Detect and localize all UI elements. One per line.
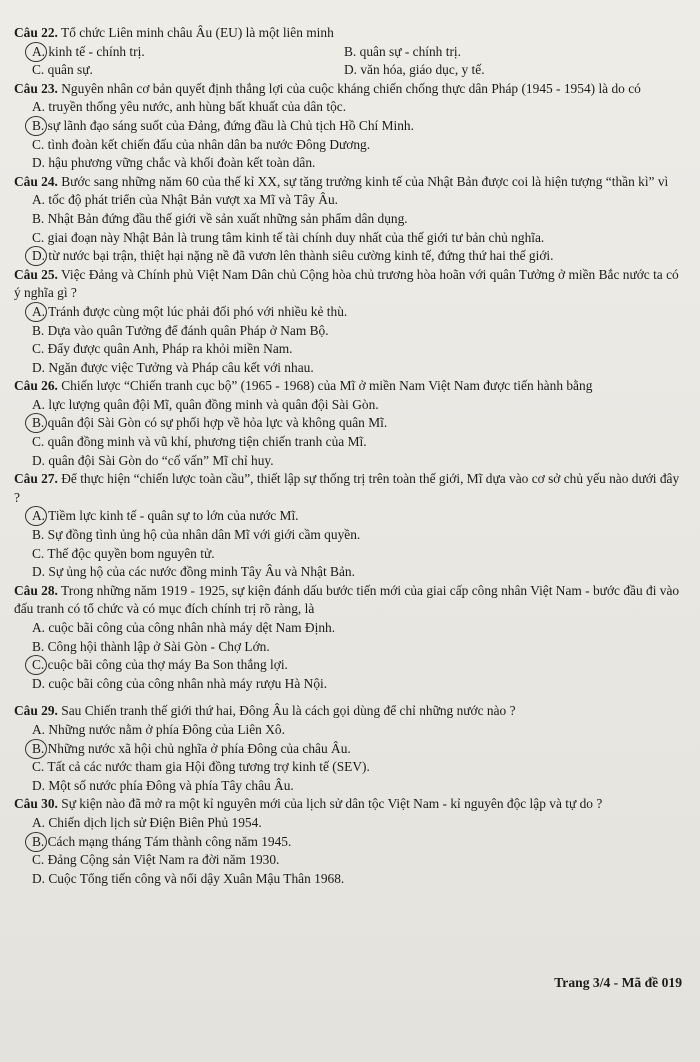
- question-stem: [14, 377, 682, 396]
- question-27: [14, 470, 682, 582]
- option-c: C. Đẩy được quân Anh, Pháp ra khỏi miền Nam.: [32, 341, 293, 357]
- option-d: D. Một số nước phía Đông và phía Tây châu Âu.: [32, 777, 294, 793]
- question-stem: [14, 266, 682, 303]
- option-b: B. Công hội thành lập ở Sài Gòn - Chợ Lớn.: [32, 638, 270, 654]
- option-b: B. quân sự - chính trị.: [344, 43, 461, 59]
- option-c: C. Tất cả các nước tham gia Hội đồng tương trợ kinh tế (SEV).: [32, 759, 370, 775]
- question-stem: [14, 702, 682, 721]
- question-number: Câu 25.: [14, 266, 58, 282]
- question-text: Nguyên nhân cơ bản quyết định thắng lợi của cuộc kháng chiến chống thực dân Pháp (1945 - 1954) là do có: [57, 80, 641, 96]
- question-stem: [14, 582, 682, 619]
- option-d: D. Ngăn được việc Tưởng và Pháp câu kết với nhau.: [32, 359, 314, 375]
- option-a: A. Tránh được cùng một lúc phải đối phó với nhiều kẻ thù.: [32, 303, 682, 322]
- question-number: Câu 23.: [14, 80, 58, 96]
- question-number: Câu 28.: [14, 582, 58, 598]
- options-row: [32, 61, 682, 80]
- question-number: Câu 24.: [14, 173, 58, 189]
- option-d: D. hậu phương vững chắc và khối đoàn kết toàn dân.: [32, 155, 316, 171]
- question-number: Câu 27.: [14, 471, 58, 487]
- question-25: [14, 266, 682, 378]
- option-d: D. từ nước bại trận, thiệt hại nặng nề đã vươn lên thành siêu cường kinh tế, đứng thứ hai thế giới.: [32, 247, 682, 266]
- option-a: A. Những nước nằm ở phía Đông của Liên Xô.: [32, 721, 285, 737]
- question-29: [14, 702, 682, 795]
- option-a: A. tốc độ phát triển của Nhật Bản vượt xa Mĩ và Tây Âu.: [32, 192, 339, 208]
- question-text: Bước sang những năm 60 của thế kỉ XX, sự tăng trưởng kinh tế của Nhật Bản được coi là hiện tượng “thần kì” vì: [57, 173, 669, 189]
- question-28: [14, 582, 682, 694]
- question-text: Chiến lược “Chiến tranh cục bộ” (1965 - 1968) của Mĩ ở miền Nam Việt Nam được tiến hành bằng: [57, 378, 593, 394]
- option-b: B. Cách mạng tháng Tám thành công năm 1945.: [32, 833, 682, 852]
- option-c: C. giai đoạn này Nhật Bản là trung tâm kinh tế tài chính duy nhất của thế giới tư bản chủ nghĩa.: [32, 229, 545, 245]
- spacer: [14, 693, 682, 702]
- question-stem: [14, 470, 682, 507]
- question-number: Câu 22.: [14, 25, 58, 40]
- question-stem: [14, 173, 682, 192]
- options-row: [32, 43, 682, 62]
- question-23: [14, 80, 682, 173]
- question-text: Tổ chức Liên minh châu Âu (EU) là một liên minh: [57, 25, 334, 40]
- option-b: B. Nhật Bản đứng đầu thế giới về sản xuất những sản phẩm dân dụng.: [32, 210, 408, 226]
- option-d: D. Sự ủng hộ của các nước đồng minh Tây Âu và Nhật Bản.: [32, 564, 355, 580]
- option-c: C. cuộc bãi công của thợ máy Ba Son thắng lợi.: [32, 656, 682, 675]
- question-text: Để thực hiện “chiến lược toàn cầu”, thiết lập sự thống trị trên toàn thế giới, Mĩ dựa vào cơ sở chủ yếu nào dưới đây ?: [14, 471, 680, 505]
- option-c: C. tình đoàn kết chiến đấu của nhân dân ba nước Đông Dương.: [32, 136, 371, 152]
- question-number: Câu 26.: [14, 378, 58, 394]
- question-text: Việc Đảng và Chính phủ Việt Nam Dân chủ Cộng hòa chủ trương hòa hoãn với quân Tưởng ở miền Bắc nước ta có ý nghĩa gì ?: [14, 266, 679, 301]
- option-d: D. Cuộc Tổng tiến công và nổi dậy Xuân Mậu Thân 1968.: [32, 870, 345, 886]
- option-c: C. quân sự.: [32, 62, 93, 78]
- question-number: Câu 29.: [14, 703, 58, 719]
- option-c: C. quân đồng minh và vũ khí, phương tiện chiến tranh của Mĩ.: [32, 434, 367, 450]
- question-stem: [14, 80, 682, 99]
- option-d: D. quân đội Sài Gòn do “cố vấn” Mĩ chỉ huy.: [32, 452, 274, 468]
- question-number: Câu 30.: [14, 796, 58, 812]
- question-26: [14, 377, 682, 470]
- question-30: [14, 795, 682, 888]
- option-b: B. quân đội Sài Gòn có sự phối hợp về hỏa lực và không quân Mĩ.: [32, 414, 682, 433]
- option-b: B. Sự đồng tình ủng hộ của nhân dân Mĩ với giới cầm quyền.: [32, 527, 361, 543]
- option-c: C. Thế độc quyền bom nguyên tử.: [32, 545, 215, 561]
- option-a: A. cuộc bãi công của công nhân nhà máy dệt Nam Định.: [32, 620, 336, 635]
- option-d: D. cuộc bãi công của công nhân nhà máy rượu Hà Nội.: [32, 675, 328, 691]
- option-b: B. Những nước xã hội chủ nghĩa ở phía Đông của châu Âu.: [32, 740, 682, 759]
- question-22: [14, 24, 682, 80]
- option-a: A. truyền thống yêu nước, anh hùng bất khuất của dân tộc.: [32, 99, 347, 115]
- question-24: [14, 173, 682, 266]
- option-b: B. sự lãnh đạo sáng suốt của Đảng, đứng đầu là Chủ tịch Hồ Chí Minh.: [32, 117, 682, 136]
- option-b: B. Dựa vào quân Tưởng để đánh quân Pháp ở Nam Bộ.: [32, 322, 329, 338]
- question-stem: [14, 795, 682, 814]
- page-footer: Trang 3/4 - Mã đề 019: [554, 975, 682, 990]
- question-text: Sau Chiến tranh thế giới thứ hai, Đông Âu là cách gọi dùng để chỉ những nước nào ?: [57, 703, 516, 719]
- option-a: A. lực lượng quân đội Mĩ, quân đồng minh và quân đội Sài Gòn.: [32, 396, 379, 412]
- option-a: A. Tiềm lực kinh tế - quân sự to lớn của nước Mĩ.: [32, 507, 682, 526]
- option-c: C. Đảng Cộng sản Việt Nam ra đời năm 1930.: [32, 852, 280, 868]
- question-text: Sự kiện nào đã mở ra một kỉ nguyên mới của lịch sử dân tộc Việt Nam - kỉ nguyên độc lập và tự do ?: [57, 796, 603, 812]
- option-a: A. Chiến dịch lịch sử Điện Biên Phủ 1954.: [32, 814, 262, 830]
- option-d: D. văn hóa, giáo dục, y tế.: [344, 62, 485, 78]
- option-a: A. kinh tế - chính trị.: [32, 43, 344, 62]
- question-text: Trong những năm 1919 - 1925, sự kiện đánh dấu bước tiến mới của giai cấp công nhân Việt Nam - bước đầu đi vào đấu tranh có tổ chức và có mục đích chính trị rõ ràng, là: [14, 582, 680, 617]
- question-stem: [14, 24, 682, 43]
